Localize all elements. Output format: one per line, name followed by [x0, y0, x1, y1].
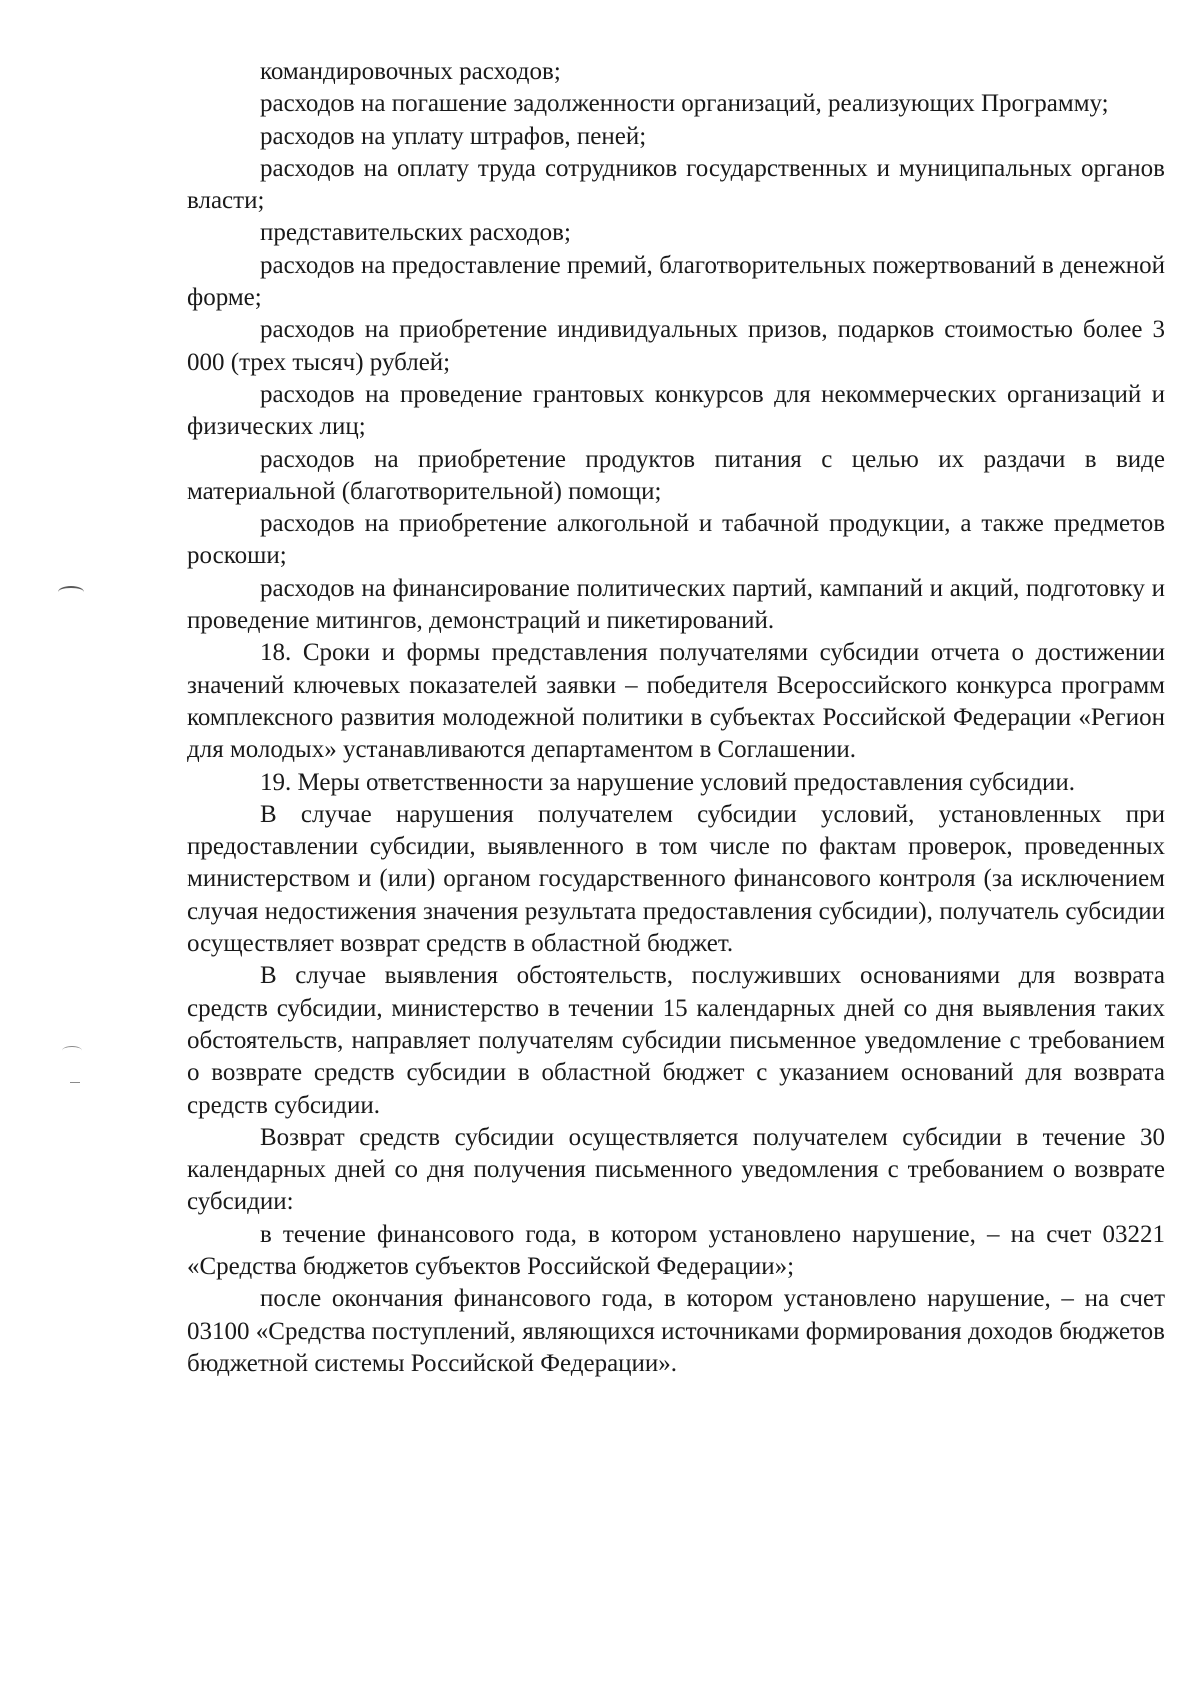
- scan-artifact: [58, 586, 84, 598]
- paragraph: Возврат средств субсидии осуществляется получателем субсидии в течение 30 календарных дней со дня получения письменного уведомления с требованием о возврате субсидии:: [187, 1123, 1165, 1216]
- paragraph: расходов на финансирование политических партий, кампаний и акций, подготовку и проведение митингов, демонстраций и пикетирований.: [187, 574, 1165, 635]
- paragraph: расходов на приобретение индивидуальных призов, подарков стоимостью более 3 000 (трех тысяч) рублей;: [187, 316, 1165, 376]
- paragraph: после окончания финансового года, в котором установлено нарушение, – на счет 03100 «Средства поступлений, являющихся источниками формирования доходов бюджетов бюджетной системы Российской Федерации».: [187, 1285, 1165, 1377]
- paragraph: расходов на погашение задолженности организаций, реализующих Программу;: [260, 90, 1109, 118]
- paragraph: в течение финансового года, в котором установлено нарушение, – на счет 03221 «Средства бюджетов субъектов Российской Федерации»;: [187, 1220, 1165, 1280]
- paragraph: В случае выявления обстоятельств, послуживших основаниями для возврата средств субсидии, министерство в течении 15 календарных дней со дня выявления таких обстоятельств, направляет получателям субсидии письменное уведомление с требованием о возврате средств субсидии в областной бюджет с указанием оснований для возврата средств субсидии.: [187, 962, 1165, 1119]
- scan-artifact: [70, 1082, 80, 1083]
- paragraph: расходов на предоставление премий, благотворительных пожертвований в денежной форме;: [187, 251, 1165, 312]
- paragraph: расходов на приобретение продуктов питания с целью их раздачи в виде материальной (благотворительной) помощи;: [187, 445, 1165, 505]
- document-body: [187, 56, 1165, 1380]
- paragraph: В случае нарушения получателем субсидии условий, установленных при предоставлении субсидии, выявленного в том числе по фактам проверок, проведенных министерством и (или) органом государственного финансового контроля (за исключением случая недостижения значения результата предоставления субсидии), получатель субсидии осуществляет возврат средств в областной бюджет.: [187, 800, 1165, 958]
- paragraph: представительских расходов;: [260, 219, 571, 247]
- paragraph: расходов на оплату труда сотрудников государственных и муниципальных органов власти;: [187, 154, 1165, 215]
- paragraph-item-19: 19. Меры ответственности за нарушение условий предоставления субсидии.: [260, 768, 1075, 796]
- scan-artifact: [62, 1046, 82, 1055]
- paragraph: расходов на проведение грантовых конкурсов для некоммерческих организаций и физических лиц;: [187, 380, 1165, 441]
- paragraph: расходов на приобретение алкогольной и табачной продукции, а также предметов роскоши;: [187, 510, 1165, 570]
- paragraph: командировочных расходов;: [260, 58, 561, 85]
- paragraph-item-18: 18. Сроки и формы представления получателями субсидии отчета о достижении значений ключевых показателей заявки – победителя Всероссийского конкурса программ комплексного развития молодежной политики в субъектах Российской Федерации «Регион для молодых» устанавливаются департаментом в Соглашении.: [187, 639, 1165, 764]
- paragraph: расходов на уплату штрафов, пеней;: [260, 122, 647, 150]
